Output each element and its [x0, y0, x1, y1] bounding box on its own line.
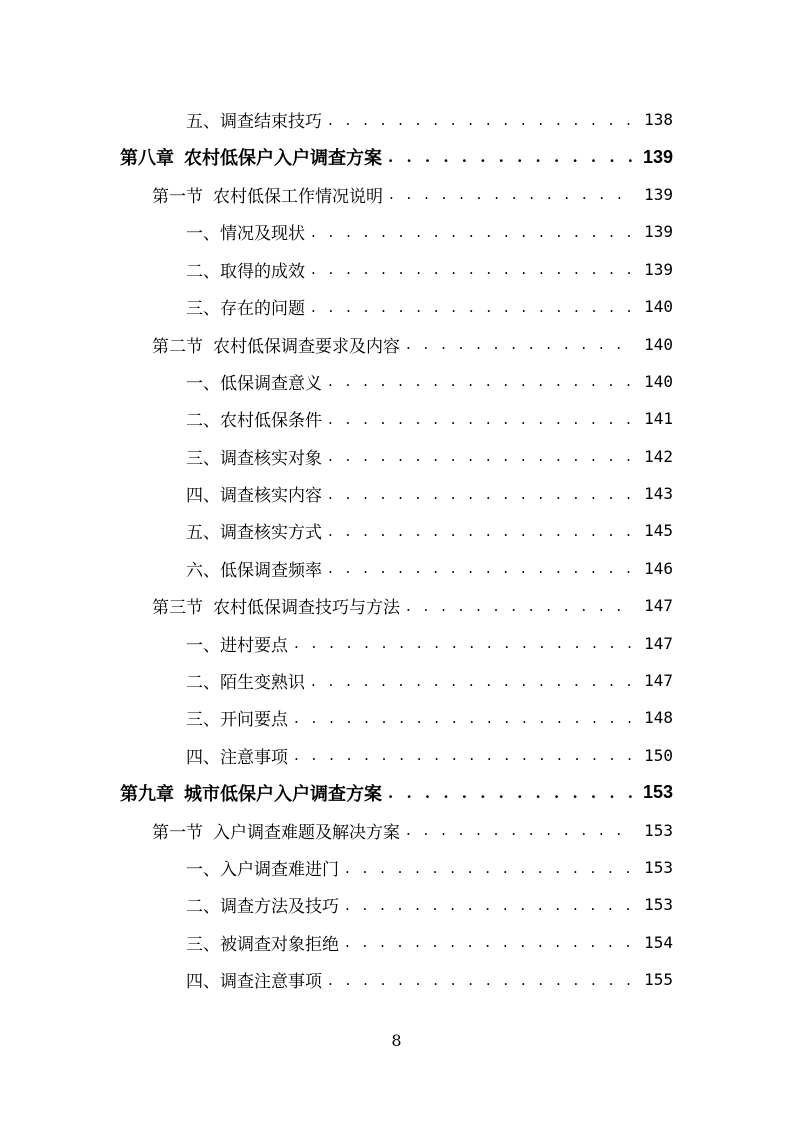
toc-leader-dots	[294, 746, 635, 764]
toc-entry-page: 153	[644, 858, 673, 877]
toc-entry-prefix: 一、	[186, 373, 220, 394]
toc-entry-page: 153	[644, 820, 673, 840]
toc-entry-page: 141	[644, 409, 673, 429]
toc-entry-text: 农村低保工作情况说明	[213, 186, 383, 207]
toc-entry-prefix: 二、	[186, 411, 220, 432]
toc-entry-prefix: 二、	[186, 261, 220, 282]
toc-entry-text: 入户调查难进门	[220, 860, 339, 880]
toc-item-entry[interactable]	[0, 101, 793, 138]
toc-entry-text: 陌生变熟识	[220, 673, 305, 694]
toc-entry-prefix: 第一节	[152, 822, 203, 843]
toc-leader-dots	[311, 672, 635, 690]
page-number: 8	[391, 1031, 402, 1050]
toc-entry-text: 开问要点	[220, 710, 288, 731]
toc-entry-text: 调查注意事项	[220, 972, 322, 993]
toc-leader-dots	[328, 410, 635, 428]
toc-entry-page: 139	[644, 184, 673, 204]
toc-item-entry[interactable]	[0, 400, 793, 437]
toc-entry-page: 153	[644, 895, 673, 915]
toc-entry-page: 146	[644, 558, 673, 578]
toc-leader-dots	[388, 148, 635, 166]
toc-entry-title	[186, 967, 322, 992]
toc-entry-page: 155	[644, 970, 673, 990]
toc-leader-dots	[311, 298, 635, 316]
toc-entry-prefix: 四、	[186, 486, 220, 507]
toc-entry-prefix: 第一节	[152, 186, 203, 207]
toc-item-entry[interactable]	[0, 849, 793, 886]
toc-entry-page: 138	[644, 110, 673, 130]
toc-item-entry[interactable]	[0, 662, 793, 699]
toc-entry-page: 148	[644, 708, 673, 728]
toc-entry-title	[186, 631, 288, 656]
toc-entry-title	[186, 668, 305, 693]
toc-entry-page: 154	[644, 932, 673, 952]
toc-entry-text: 注意事项	[220, 747, 288, 768]
toc-leader-dots	[406, 335, 635, 353]
toc-item-entry[interactable]	[0, 886, 793, 923]
toc-entry-prefix: 第二节	[152, 336, 203, 357]
toc-entry-page: 140	[644, 371, 673, 391]
toc-entry-prefix: 三、	[186, 710, 220, 731]
toc-leader-dots	[311, 260, 635, 278]
toc-entry-page: 143	[644, 484, 673, 504]
toc-entry-title	[152, 182, 383, 207]
toc-entry-prefix: 一、	[186, 860, 220, 880]
toc-item-entry[interactable]	[0, 438, 793, 475]
toc-entry-text: 农村低保条件	[220, 411, 322, 432]
toc-leader-dots	[328, 372, 635, 390]
toc-entry-text: 低保调查意义	[220, 373, 322, 394]
toc-entry-text: 调查核实内容	[220, 486, 322, 507]
toc-chapter-entry[interactable]	[0, 138, 793, 175]
toc-entry-text: 低保调查频率	[220, 560, 322, 581]
toc-entry-text: 入户调查难题及解决方案	[213, 822, 400, 843]
toc-entry-text: 进村要点	[220, 635, 288, 656]
toc-entry-prefix: 一、	[186, 635, 220, 656]
toc-entry-text: 存在的问题	[220, 299, 305, 320]
toc-entry-text: 情况及现状	[220, 224, 305, 245]
toc-entry-text: 农村低保调查要求及内容	[213, 336, 400, 357]
toc-entry-prefix: 二、	[186, 897, 220, 918]
toc-section-entry[interactable]	[0, 325, 793, 362]
toc-entry-text: 调查方法及技巧	[220, 897, 339, 918]
toc-leader-dots	[328, 111, 635, 129]
toc-entry-prefix: 第九章	[120, 783, 174, 805]
toc-section-entry[interactable]	[0, 811, 793, 848]
toc-leader-dots	[406, 597, 635, 615]
toc-leader-dots	[294, 709, 635, 727]
toc-leader-dots	[328, 522, 635, 540]
toc-entry-prefix: 五、	[186, 523, 220, 544]
toc-entry-page: 140	[644, 334, 673, 354]
toc-entry-prefix: 一、	[186, 224, 220, 245]
toc-item-entry[interactable]	[0, 699, 793, 736]
toc-entry-page: 139	[642, 146, 673, 167]
toc-leader-dots	[388, 784, 635, 802]
toc-entry-prefix: 五、	[186, 112, 220, 133]
toc-item-entry[interactable]	[0, 624, 793, 661]
toc-entry-title	[152, 818, 400, 843]
toc-item-entry[interactable]	[0, 213, 793, 250]
toc-leader-dots	[294, 634, 635, 652]
toc-item-entry[interactable]	[0, 475, 793, 512]
toc-item-entry[interactable]	[0, 961, 793, 998]
toc-leader-dots	[389, 185, 635, 203]
toc-item-entry[interactable]	[0, 550, 793, 587]
toc-item-entry[interactable]	[0, 737, 793, 774]
toc-chapter-entry[interactable]	[0, 774, 793, 811]
toc-item-entry[interactable]	[0, 512, 793, 549]
toc-entry-page: 142	[644, 446, 673, 466]
toc-entry-page: 139	[644, 259, 673, 279]
toc-entry-text: 取得的成效	[220, 261, 305, 282]
toc-entry-title	[186, 743, 288, 768]
toc-entry-page: 153	[642, 782, 673, 803]
toc-entry-prefix: 三、	[186, 448, 220, 469]
toc-section-entry[interactable]	[0, 176, 793, 213]
toc-entry-page: 140	[644, 297, 673, 317]
toc-leader-dots	[328, 559, 635, 577]
toc-leader-dots	[328, 485, 635, 503]
toc-entry-page: 139	[644, 222, 673, 242]
toc-entry-text: 农村低保户入户调查方案	[184, 148, 382, 170]
toc-entry-title	[186, 369, 322, 394]
toc-entry-title	[186, 892, 339, 917]
toc-item-entry[interactable]	[0, 251, 793, 288]
toc-entry-title	[186, 518, 322, 543]
toc-entry-prefix: 第八章	[120, 148, 174, 170]
toc-entry-page: 145	[644, 521, 673, 541]
toc-entry-title	[186, 406, 322, 431]
toc-entry-page: 147	[644, 671, 673, 691]
toc-entry-text: 调查核实对象	[220, 448, 322, 469]
toc-item-entry[interactable]	[0, 924, 793, 961]
toc-entry-title	[186, 107, 322, 132]
toc-entry-text: 调查结束技巧	[220, 112, 322, 133]
toc-entry-title	[186, 705, 288, 730]
toc-entry-title	[186, 294, 305, 319]
toc-entry-title	[152, 593, 400, 618]
toc-leader-dots	[345, 859, 635, 877]
toc-entry-page: 150	[644, 745, 673, 765]
toc-entry-title	[186, 855, 339, 880]
toc-entry-prefix: 六、	[186, 560, 220, 581]
toc-entry-text: 被调查对象拒绝	[220, 934, 339, 955]
toc-entry-text: 农村低保调查技巧与方法	[213, 598, 400, 619]
toc-entry-title	[120, 144, 382, 170]
toc-entry-prefix: 二、	[186, 673, 220, 694]
toc-entry-prefix: 第三节	[152, 598, 203, 619]
toc-entry-title	[186, 219, 305, 244]
toc-leader-dots	[328, 971, 635, 989]
toc-entry-prefix: 四、	[186, 972, 220, 993]
toc-entry-page: 147	[644, 596, 673, 616]
toc-entry-page: 147	[644, 633, 673, 653]
table-of-contents	[0, 101, 793, 998]
toc-entry-text: 调查核实方式	[220, 523, 322, 544]
toc-leader-dots	[345, 896, 635, 914]
toc-item-entry[interactable]	[0, 363, 793, 400]
toc-entry-title	[186, 930, 339, 955]
toc-leader-dots	[311, 223, 635, 241]
toc-entry-title	[120, 780, 382, 806]
toc-entry-title	[152, 332, 400, 357]
toc-entry-title	[186, 556, 322, 581]
toc-entry-title	[186, 257, 305, 282]
toc-entry-prefix: 三、	[186, 299, 220, 320]
toc-leader-dots	[345, 933, 635, 951]
toc-entry-text: 城市低保户入户调查方案	[184, 783, 382, 805]
toc-entry-prefix: 三、	[186, 934, 220, 955]
toc-entry-title	[186, 481, 322, 506]
toc-item-entry[interactable]	[0, 288, 793, 325]
toc-leader-dots	[406, 821, 635, 839]
toc-entry-title	[186, 444, 322, 469]
toc-leader-dots	[328, 447, 635, 465]
toc-section-entry[interactable]	[0, 587, 793, 624]
toc-entry-prefix: 四、	[186, 747, 220, 768]
